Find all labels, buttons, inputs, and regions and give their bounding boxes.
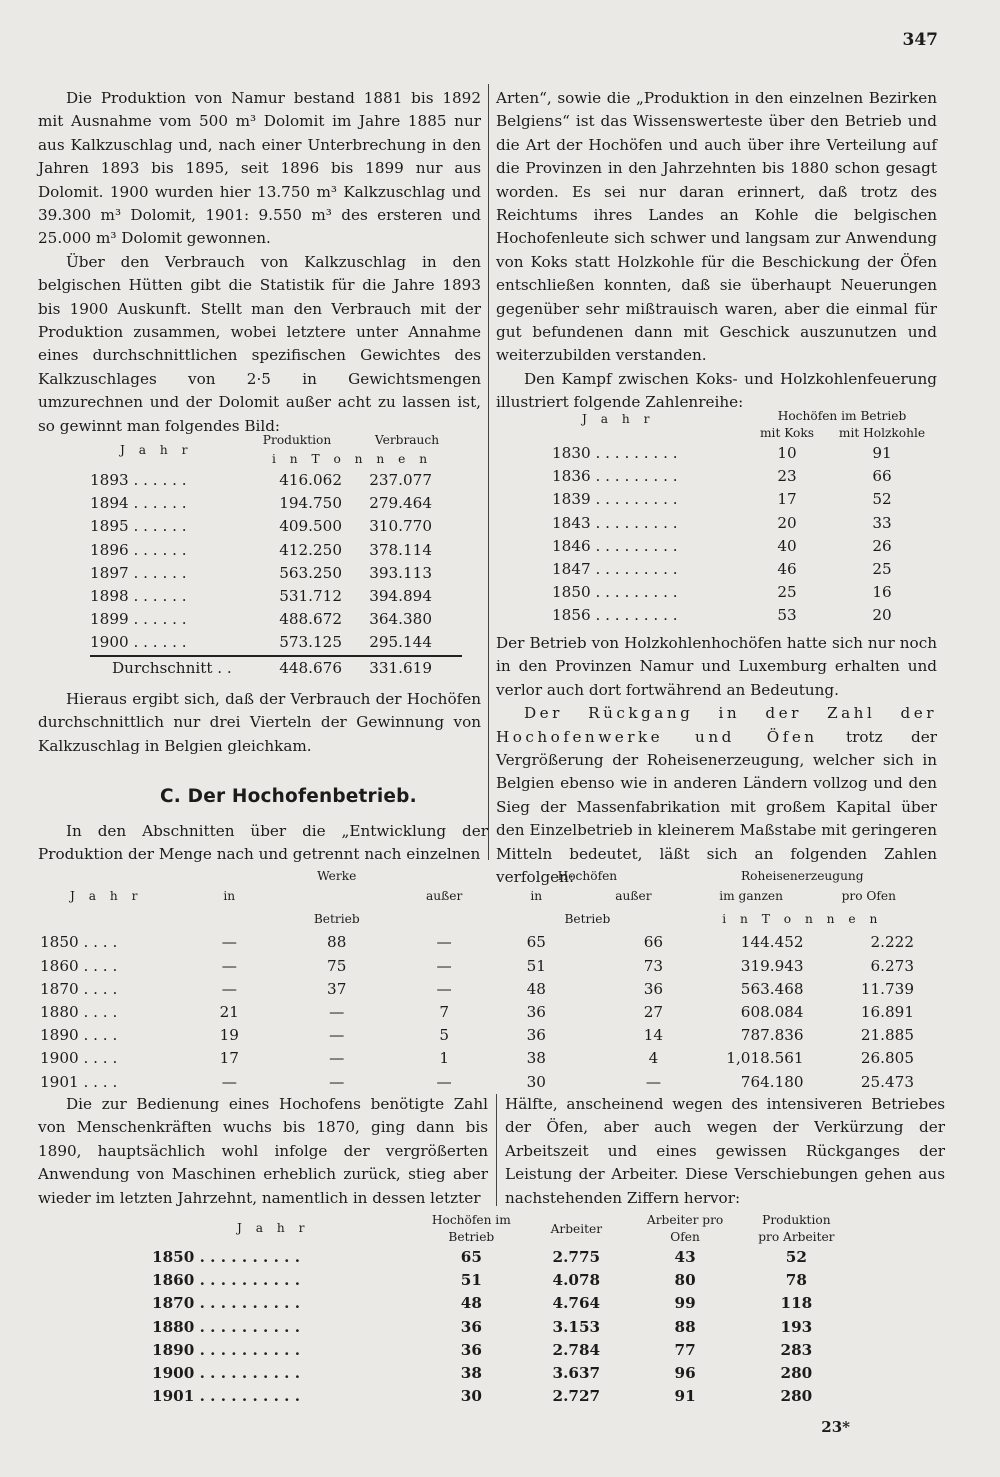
year-cell: 1870 . . . . [40, 979, 118, 998]
year-label: 1900 [40, 1049, 79, 1068]
table-row [552, 488, 937, 511]
t4-header-apo2: Ofen [670, 1230, 700, 1244]
year-cell: 1843 . . . . . . . . . [552, 513, 678, 532]
year-cell: 1900 . . . . . . [90, 633, 187, 652]
holzkohle-cell: 20 [872, 606, 892, 625]
value-cell: — [436, 979, 452, 998]
table-row [552, 512, 937, 535]
value-cell: — [221, 979, 237, 998]
hochofen-cell: 30 [460, 1387, 482, 1406]
value-cell: 787.836 [740, 1026, 804, 1045]
t1-sum-verb: 331.619 [352, 656, 462, 680]
year-cell: 1901 . . . . [40, 1072, 118, 1091]
value-cell: 7 [439, 1003, 449, 1022]
koks-cell: 20 [777, 513, 797, 532]
production-cell: 416.062 [279, 471, 342, 489]
left-column-intro [38, 820, 488, 867]
year-cell: 1898 . . . . . . [90, 587, 187, 606]
koks-cell: 40 [777, 536, 797, 555]
arbeiter-cell: 2.775 [552, 1248, 601, 1266]
arbeiter-pro-ofen-cell: 80 [674, 1271, 696, 1290]
table-row [152, 1316, 852, 1339]
value-cell: 30 [526, 1072, 546, 1091]
t3-header-unit: i n T o n n e n [722, 912, 883, 927]
year-cell: 1850 . . . . . . . . . . [152, 1248, 301, 1266]
production-cell: 531.712 [279, 587, 342, 606]
right-column-after-table [496, 632, 937, 889]
paragraph-bedienung: Die zur Bedienung eines Hochofens benötigte Zahl von Menschenkräften wuchs bis 1870, ging dann bis 1890, hauptsächlich wohl infolge der vergrößerten Anwendung von Maschinen erheblich zurück, stieg aber wieder im letzten Jahrzehnt, namentlich in dessen letzter [38, 1095, 488, 1207]
paragraph-haelfte: Hälfte, anscheinend wegen des intensiveren Betriebes der Öfen, aber auch wegen der Verkürzung der Arbeitszeit und eines gewissen Rückganges der Leistung der Arbeiter. Diese Verschiebungen gehen aus nachstehenden Ziffern hervor: [505, 1095, 945, 1207]
t2-header-holz: mit Holzkohle [838, 426, 926, 440]
table-koks-holzkohle [552, 408, 937, 628]
t4-header-hoch2: Betrieb [448, 1230, 495, 1244]
table-row [90, 562, 462, 585]
table-row [90, 608, 462, 631]
t3-header-in: in [223, 889, 236, 904]
produktion-pro-arbeiter-cell: 118 [780, 1294, 813, 1313]
t1-header-unit: i n T o n n e n [271, 452, 433, 466]
t3-header-ausser: außer [426, 889, 463, 904]
produktion-pro-arbeiter-cell: 193 [780, 1317, 813, 1336]
production-cell: 409.500 [279, 517, 342, 536]
t4-body [152, 1246, 852, 1408]
year-cell: 1860 . . . . [40, 956, 118, 975]
value-cell: — [221, 1072, 237, 1091]
year-cell: 1870 . . . . . . . . . . [152, 1294, 301, 1313]
table-arbeiter [152, 1212, 852, 1408]
value-cell: 21.885 [860, 1026, 914, 1045]
consumption-cell: 237.077 [369, 471, 432, 489]
consumption-cell: 393.113 [369, 563, 432, 582]
year-label: 1898 [90, 587, 129, 606]
table-row [90, 631, 462, 655]
value-cell: 17 [219, 1049, 239, 1068]
year-cell: 1839 . . . . . . . . . [552, 490, 678, 509]
production-cell: 412.250 [279, 540, 342, 559]
value-cell: 26.805 [860, 1049, 914, 1068]
year-label: 1893 [90, 471, 129, 489]
year-cell: 1860 . . . . . . . . . . [152, 1271, 301, 1290]
value-cell: 1 [439, 1049, 449, 1068]
consumption-cell: 394.894 [369, 587, 432, 606]
holzkohle-cell: 26 [872, 536, 892, 555]
year-label: 1843 [552, 513, 591, 532]
value-cell: 36 [526, 1003, 546, 1022]
value-cell: 38 [526, 1049, 546, 1068]
value-cell: 48 [526, 979, 546, 998]
table-row [552, 535, 937, 558]
consumption-cell: 279.464 [369, 494, 432, 513]
value-cell: 88 [327, 933, 347, 952]
arbeiter-cell: 3.153 [552, 1317, 601, 1336]
year-label: 1895 [90, 517, 129, 536]
t1-header-jahr: J a h r [120, 442, 193, 457]
value-cell: 16.891 [860, 1003, 914, 1022]
table-row [90, 585, 462, 608]
t1-body [90, 469, 462, 656]
hochofen-cell: 38 [460, 1364, 482, 1383]
hochofen-cell: 65 [460, 1248, 482, 1266]
paragraph-rueckgang: Der Rückgang in der Zahl der Hochofenwerke und Öfen trotz der Vergrößerung der Roheisenerzeugung, welcher sich in Belgien ebenso wie in anderen Ländern vollzog und den Sieg der Massenfabrikation mit großem Kapital über den Einzelbetrieb in kleinerem Maßstabe mit geringeren Mitteln bedeutet, läßt sich an folgenden Zahlen verfolgen: [496, 704, 937, 887]
t3-header-ausser2: außer [615, 889, 652, 904]
value-cell: 6.273 [870, 956, 914, 975]
arbeiter-cell: 4.078 [552, 1271, 601, 1290]
value-cell: — [221, 956, 237, 975]
value-cell: 19 [219, 1026, 239, 1045]
value-cell: 36 [526, 1026, 546, 1045]
t2-header-jahr: J a h r [582, 412, 655, 426]
value-cell: — [436, 933, 452, 952]
value-cell: — [436, 956, 452, 975]
paragraph-abschnitte: In den Abschnitten über die „Entwicklung der Produktion der Menge nach und getrennt nach einzelnen [38, 822, 488, 864]
value-cell: 37 [327, 979, 347, 998]
year-label: 1860 [152, 1271, 195, 1290]
hochofen-cell: 48 [460, 1294, 482, 1313]
t3-header-proofen: pro Ofen [841, 889, 896, 904]
year-label: 1846 [552, 536, 591, 555]
signature-mark: 23* [821, 1418, 850, 1436]
year-label: 1830 [552, 444, 591, 462]
arbeiter-pro-ofen-cell: 88 [674, 1317, 696, 1336]
year-cell: 1896 . . . . . . [90, 540, 187, 559]
value-cell: 144.452 [740, 933, 804, 952]
value-cell: 764.180 [740, 1072, 804, 1091]
t4-header-jahr: J a h r [237, 1221, 310, 1236]
year-cell: 1890 . . . . . . . . . . [152, 1340, 301, 1359]
year-label: 1856 [552, 606, 591, 625]
t4-header-arbeiter: Arbeiter [550, 1221, 603, 1236]
table-row [152, 1292, 852, 1315]
left-column-after-table [38, 688, 481, 758]
t1-sum-label: Durchschnitt . . [90, 656, 242, 680]
t3-header-in2: in [530, 889, 543, 904]
year-label: 1836 [552, 467, 591, 486]
value-cell: 73 [643, 956, 664, 975]
table-kalkzuschlag [90, 432, 462, 680]
t2-header-koks: mit Koks [760, 426, 814, 440]
year-label: 1850 [152, 1248, 195, 1266]
value-cell: — [436, 1072, 452, 1091]
produktion-pro-arbeiter-cell: 78 [785, 1271, 807, 1290]
year-label: 1870 [40, 979, 79, 998]
value-cell: 21 [219, 1003, 239, 1022]
arbeiter-cell: 2.727 [552, 1387, 601, 1406]
year-label: 1860 [40, 956, 79, 975]
year-cell: 1890 . . . . [40, 1026, 118, 1045]
year-cell: 1850 . . . . [40, 933, 118, 952]
t4-header-prod2: pro Arbeiter [758, 1230, 835, 1244]
value-cell: 51 [526, 956, 546, 975]
consumption-cell: 364.380 [369, 610, 432, 629]
value-cell: 75 [327, 956, 347, 975]
value-cell: — [329, 1026, 345, 1045]
table-row [90, 492, 462, 515]
table-row [152, 1246, 852, 1269]
holzkohle-cell: 33 [872, 513, 892, 532]
produktion-pro-arbeiter-cell: 52 [785, 1248, 807, 1266]
table-row [40, 931, 920, 954]
value-cell: 65 [526, 933, 546, 952]
value-cell: — [329, 1049, 345, 1068]
consumption-cell: 310.770 [369, 517, 432, 536]
table-row [152, 1269, 852, 1292]
table-row [40, 1047, 920, 1070]
year-cell: 1901 . . . . . . . . . . [152, 1387, 301, 1406]
t4-header-prod1: Produktion [762, 1213, 831, 1227]
production-cell: 488.672 [279, 610, 342, 629]
t2-body [552, 442, 937, 628]
consumption-cell: 378.114 [369, 540, 432, 559]
holzkohle-cell: 25 [872, 560, 892, 579]
value-cell: — [329, 1072, 345, 1091]
koks-cell: 17 [777, 490, 797, 509]
year-cell: 1846 . . . . . . . . . [552, 536, 678, 555]
page-number: 347 [902, 30, 938, 50]
t3-header-jahr: J a h r [70, 889, 143, 903]
year-label: 1901 [152, 1387, 195, 1406]
year-label: 1870 [152, 1294, 195, 1313]
table-werke-hochoefen [40, 868, 920, 1094]
arbeiter-pro-ofen-cell: 99 [674, 1294, 696, 1313]
year-label: 1900 [90, 633, 129, 652]
year-label: 1850 [40, 933, 79, 952]
paragraph-arten: Arten“, sowie die „Produktion in den einzelnen Bezirken Belgiens“ ist das Wissenswerteste über den Betrieb und die Art der Hochöfen und auch über ihre Verteilung auf die Provinzen in den Jahrzehnten bis 1880 schon gesagt worden. Es sei nur daran erinnert, daß trotz des Reichtums ihres Landes an Kohle die belgischen Hochofenleute sich schwer und langsam zur Anwendung von Koks statt Holzkohle für die Beschickung der Öfen entschließen konnten, daß sie überhaupt Neuerungen gegenüber sehr mißtrauisch waren, aber die einmal für gut befundenen dann mit Geschick auszunutzen und weiterzubilden verstanden. [496, 89, 937, 365]
table-row [152, 1339, 852, 1362]
t3-header-werke: Werke [317, 869, 357, 883]
value-cell: — [329, 1003, 345, 1022]
value-cell: 11.739 [860, 979, 914, 998]
value-cell: 4 [648, 1049, 659, 1068]
koks-cell: 10 [777, 444, 797, 462]
arbeiter-pro-ofen-cell: 91 [674, 1387, 696, 1406]
arbeiter-pro-ofen-cell: 96 [674, 1364, 696, 1383]
koks-cell: 53 [777, 606, 797, 625]
table-row [90, 469, 462, 492]
produktion-pro-arbeiter-cell: 283 [780, 1340, 813, 1359]
arbeiter-pro-ofen-cell: 77 [674, 1340, 696, 1359]
arbeiter-cell: 3.637 [552, 1364, 601, 1383]
value-cell: 27 [643, 1003, 664, 1022]
table-row [90, 539, 462, 562]
koks-cell: 46 [777, 560, 797, 579]
produktion-pro-arbeiter-cell: 280 [780, 1364, 813, 1383]
value-cell: 1,018.561 [726, 1049, 804, 1068]
table-row [40, 1024, 920, 1047]
year-label: 1880 [40, 1003, 79, 1022]
year-cell: 1894 . . . . . . [90, 494, 187, 513]
table-row [40, 1071, 920, 1094]
t1-sum-prod: 448.676 [242, 656, 352, 680]
consumption-cell: 295.144 [369, 633, 432, 652]
produktion-pro-arbeiter-cell: 280 [780, 1387, 813, 1406]
value-cell: — [221, 933, 237, 952]
t3-body [40, 931, 920, 1093]
year-cell: 1880 . . . . . . . . . . [152, 1317, 301, 1336]
table-row [152, 1385, 852, 1408]
holzkohle-cell: 52 [872, 490, 892, 509]
paragraph-verbrauch: Über den Verbrauch von Kalkzuschlag in den belgischen Hütten gibt die Statistik für die Jahre 1893 bis 1900 Auskunft. Stellt man den Verbrauch mit der Produktion zusammen, wobei letztere unter Annahme eines durchschnittlichen spezifischen Gewichtes des Kalkzuschlages von 2·5 in Gewichtsmengen umzurechnen und der Dolomit außer acht zu lassen ist, so gewinnt man folgendes Bild: [38, 252, 481, 435]
value-cell: 14 [643, 1026, 664, 1045]
value-cell: 608.084 [740, 1003, 804, 1022]
left-column [38, 87, 481, 438]
holzkohle-cell: 66 [872, 467, 892, 486]
year-label: 1880 [152, 1317, 195, 1336]
t3-header-betrieb2: Betrieb [564, 912, 611, 927]
t1-header-produktion: Produktion [262, 433, 332, 447]
year-label: 1896 [90, 540, 129, 559]
table-row [40, 978, 920, 1001]
table-row [552, 465, 937, 488]
bottom-left-text [38, 1093, 488, 1210]
arbeiter-cell: 4.764 [552, 1294, 601, 1313]
table-row [552, 581, 937, 604]
holzkohle-cell: 91 [872, 444, 892, 462]
value-cell: — [645, 1072, 662, 1091]
production-cell: 194.750 [279, 494, 342, 513]
value-cell: 25.473 [860, 1072, 914, 1091]
hochofen-cell: 36 [460, 1317, 482, 1336]
value-cell: 5 [439, 1026, 449, 1045]
value-cell: 319.943 [740, 956, 804, 975]
year-label: 1890 [152, 1340, 195, 1359]
paragraph-namur: Die Produktion von Namur bestand 1881 bis 1892 mit Ausnahme vom 500 m³ Dolomit im Jahre 1885 nur aus Kalkzuschlag und, nach einer Unterbrechung in den Jahren 1893 bis 1895, seit 1896 bis 1899 nur aus Dolomit. 1900 wurden hier 13.750 m³ Kalkzuschlag und 39.300 m³ Dolomit, 1901: 9.550 m³ des ersteren und 25.000 m³ Dolomit gewonnen. [38, 89, 481, 248]
table-row [552, 604, 937, 627]
t3-header-betrieb: Betrieb [313, 912, 360, 927]
hochofen-cell: 36 [460, 1340, 482, 1359]
year-cell: 1895 . . . . . . [90, 517, 187, 536]
year-label: 1897 [90, 563, 129, 582]
table-row [40, 1001, 920, 1024]
value-cell: 2.222 [870, 933, 914, 952]
table-row [90, 515, 462, 538]
year-cell: 1899 . . . . . . [90, 610, 187, 629]
table-row [552, 558, 937, 581]
koks-cell: 25 [777, 583, 797, 602]
value-cell: 66 [643, 933, 664, 952]
section-heading: C. Der Hochofenbetrieb. [160, 786, 417, 807]
arbeiter-cell: 2.784 [552, 1340, 601, 1359]
right-column [496, 87, 937, 415]
paragraph-holzkohlenhochoefen: Der Betrieb von Holzkohlenhochöfen hatte sich nur noch in den Provinzen Namur und Luxemburg erhalten und verlor auch dort fortwährend an Bedeutung. [496, 634, 937, 699]
paragraph-hieraus: Hieraus ergibt sich, daß der Verbrauch der Hochöfen durchschnittlich nur drei Vierteln der Gewinnung von Kalkzuschlag in Belgien gleichkam. [38, 690, 481, 755]
arbeiter-pro-ofen-cell: 43 [674, 1248, 696, 1266]
value-cell: 563.468 [740, 979, 804, 998]
production-cell: 573.125 [279, 633, 342, 652]
t4-header-hoch1: Hochöfen im [431, 1213, 511, 1227]
production-cell: 563.250 [279, 563, 342, 582]
year-label: 1847 [552, 560, 591, 579]
year-cell: 1897 . . . . . . [90, 563, 187, 582]
year-cell: 1850 . . . . . . . . . [552, 583, 678, 602]
year-label: 1850 [552, 583, 591, 602]
t3-header-ganzen: im ganzen [719, 889, 783, 904]
year-label: 1894 [90, 494, 129, 513]
value-cell: 36 [643, 979, 664, 998]
year-cell: 1880 . . . . [40, 1003, 118, 1022]
year-label: 1899 [90, 610, 129, 629]
year-cell: 1856 . . . . . . . . . [552, 606, 678, 625]
year-cell: 1900 . . . . . . . . . . [152, 1364, 301, 1383]
year-label: 1901 [40, 1072, 79, 1091]
year-cell: 1893 . . . . . . [90, 471, 187, 489]
column-rule-bottom [496, 1094, 497, 1206]
year-label: 1890 [40, 1026, 79, 1045]
year-cell: 1900 . . . . [40, 1049, 118, 1068]
year-cell: 1836 . . . . . . . . . [552, 467, 678, 486]
hochofen-cell: 51 [460, 1271, 482, 1290]
t2-header-title: Hochöfen im Betrieb [777, 409, 907, 423]
koks-cell: 23 [777, 467, 797, 486]
table-row [40, 955, 920, 978]
paragraph-kampf: Den Kampf zwischen Koks- und Holzkohlenfeuerung illustriert folgende Zahlenreihe: [496, 369, 937, 412]
table-row [152, 1362, 852, 1385]
t1-header-verbrauch: Verbrauch [374, 433, 440, 447]
t3-header-roh: Roheisenerzeugung [740, 869, 864, 883]
year-label: 1900 [152, 1364, 195, 1383]
year-cell: 1830 . . . . . . . . . [552, 444, 678, 462]
year-cell: 1847 . . . . . . . . . [552, 560, 678, 579]
holzkohle-cell: 16 [872, 583, 892, 602]
year-label: 1839 [552, 490, 591, 509]
bottom-right-text [505, 1093, 945, 1210]
t3-header-hochofen: Hochöfen [557, 869, 618, 883]
column-rule-top [488, 84, 489, 860]
table-row [552, 442, 937, 465]
t4-header-apo1: Arbeiter pro [646, 1213, 724, 1227]
